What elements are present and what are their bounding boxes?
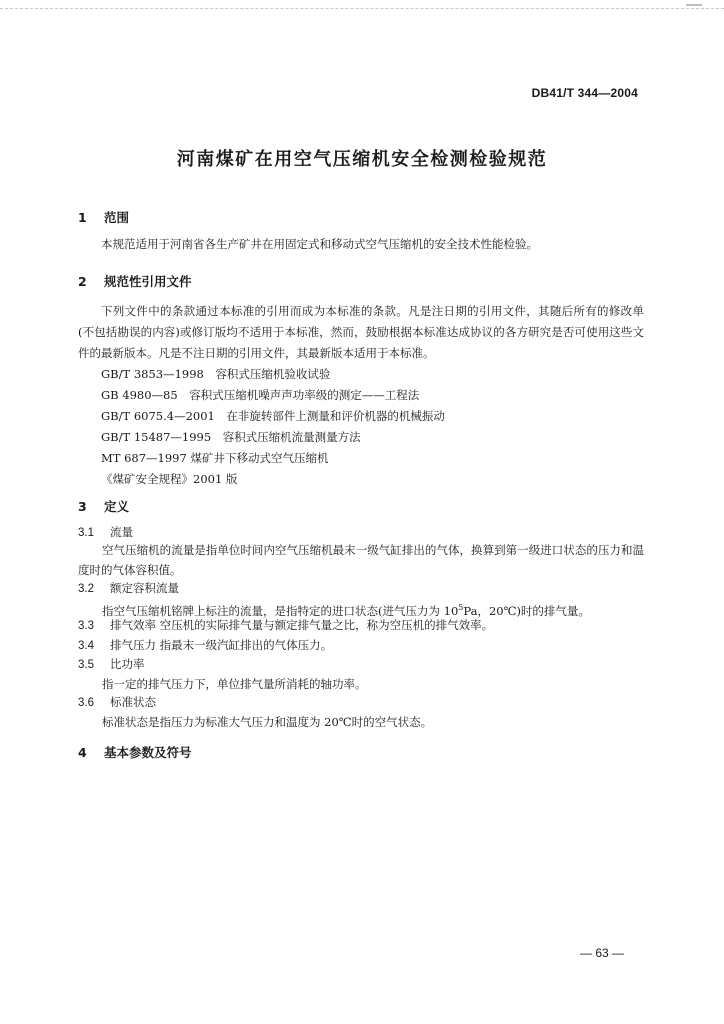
section-heading-2: [78, 272, 192, 290]
definition-number: 3.1: [78, 527, 94, 539]
definition-number: 3.2: [78, 583, 94, 595]
standard-code: DB41/T 344—2004: [531, 86, 638, 100]
definition-term: 排气压力 指最末一级汽缸排出的气体压力。: [110, 638, 333, 652]
section-title: 基本参数及符号: [104, 745, 192, 760]
definition-3-4: [78, 637, 644, 653]
scan-edge: [0, 8, 724, 11]
definition-number: 3.3: [78, 620, 94, 632]
definition-body: 标准状态是指压力为标准大气压力和温度为 20℃时的空气状态。: [102, 715, 433, 729]
definition-term: 排气效率 空压机的实际排气量与额定排气量之比，称为空压机的排气效率。: [110, 618, 494, 632]
section-title: 规范性引用文件: [104, 274, 192, 289]
document-title: 河南煤矿在用空气压缩机安全检测检验规范: [176, 149, 548, 170]
definition-body: 空气压缩机的流量是指单位时间内空气压缩机最末一级气缸排出的气体，换算到第一级进口状态的压力和温度时的气体容积值。: [78, 543, 644, 577]
definition-body-text: 指空气压缩机铭牌上标注的流量，是指特定的进口状态(进气压力为 10: [102, 603, 459, 618]
section-paragraph: 下列文件中的条款通过本标准的引用而成为本标准的条款。凡是注日期的引用文件，其随后所有的修改单(不包括勘误的内容)或修订版均不适用于本标准，然而，鼓励根据本标准达成协议的各方研究是否可使用这些文件的最新版本。凡是不注日期的引用文件，其最新版本适用于本标准。: [78, 304, 644, 360]
section-heading-4: [78, 743, 192, 761]
definition-term: 标准状态: [110, 695, 156, 709]
definition-body: 指一定的排气压力下，单位排气量所消耗的轴功率。: [102, 677, 367, 691]
reference-item: 《煤矿安全规程》2001 版: [101, 472, 238, 486]
section-heading-1: [78, 208, 129, 226]
definition-term: 比功率: [110, 657, 145, 671]
definition-3-2: [78, 580, 644, 596]
exponent: 5: [458, 603, 464, 612]
definition-3-3: [78, 617, 644, 633]
definition-3-5: [78, 656, 644, 672]
definition-number: 3.5: [78, 659, 94, 671]
definition-3-1: [78, 524, 644, 540]
reference-item: GB/T 15487—1995 容积式压缩机流量测量方法: [101, 430, 361, 444]
section-heading-3: [78, 497, 129, 515]
section-number: 3: [78, 499, 87, 514]
section-paragraph: 本规范适用于河南省各生产矿井在用固定式和移动式空气压缩机的安全技术性能检验。: [101, 237, 538, 251]
reference-item: GB/T 6075.4—2001 在非旋转部件上测量和评价机器的机械振动: [101, 409, 445, 423]
reference-item: GB/T 3853—1998 容积式压缩机验收试验: [101, 367, 331, 381]
reference-item: GB 4980—85 容积式压缩机噪声声功率级的测定——工程法: [101, 388, 420, 402]
definition-number: 3.4: [78, 640, 94, 652]
page-number: — 63 —: [579, 946, 624, 960]
definition-term: 流量: [110, 525, 133, 539]
definition-3-6: [78, 694, 644, 710]
section-number: 1: [78, 210, 87, 225]
definition-body-text: Pa，20℃)时的排气量。: [463, 603, 590, 618]
scan-corner-mark: [686, 4, 702, 14]
reference-item: MT 687—1997 煤矿井下移动式空气压缩机: [101, 451, 329, 465]
section-title: 定义: [104, 499, 130, 514]
definition-term: 额定容积流量: [110, 581, 179, 595]
section-number: 2: [78, 274, 87, 289]
section-number: 4: [78, 745, 87, 760]
section-title: 范围: [104, 210, 130, 225]
definition-number: 3.6: [78, 697, 94, 709]
